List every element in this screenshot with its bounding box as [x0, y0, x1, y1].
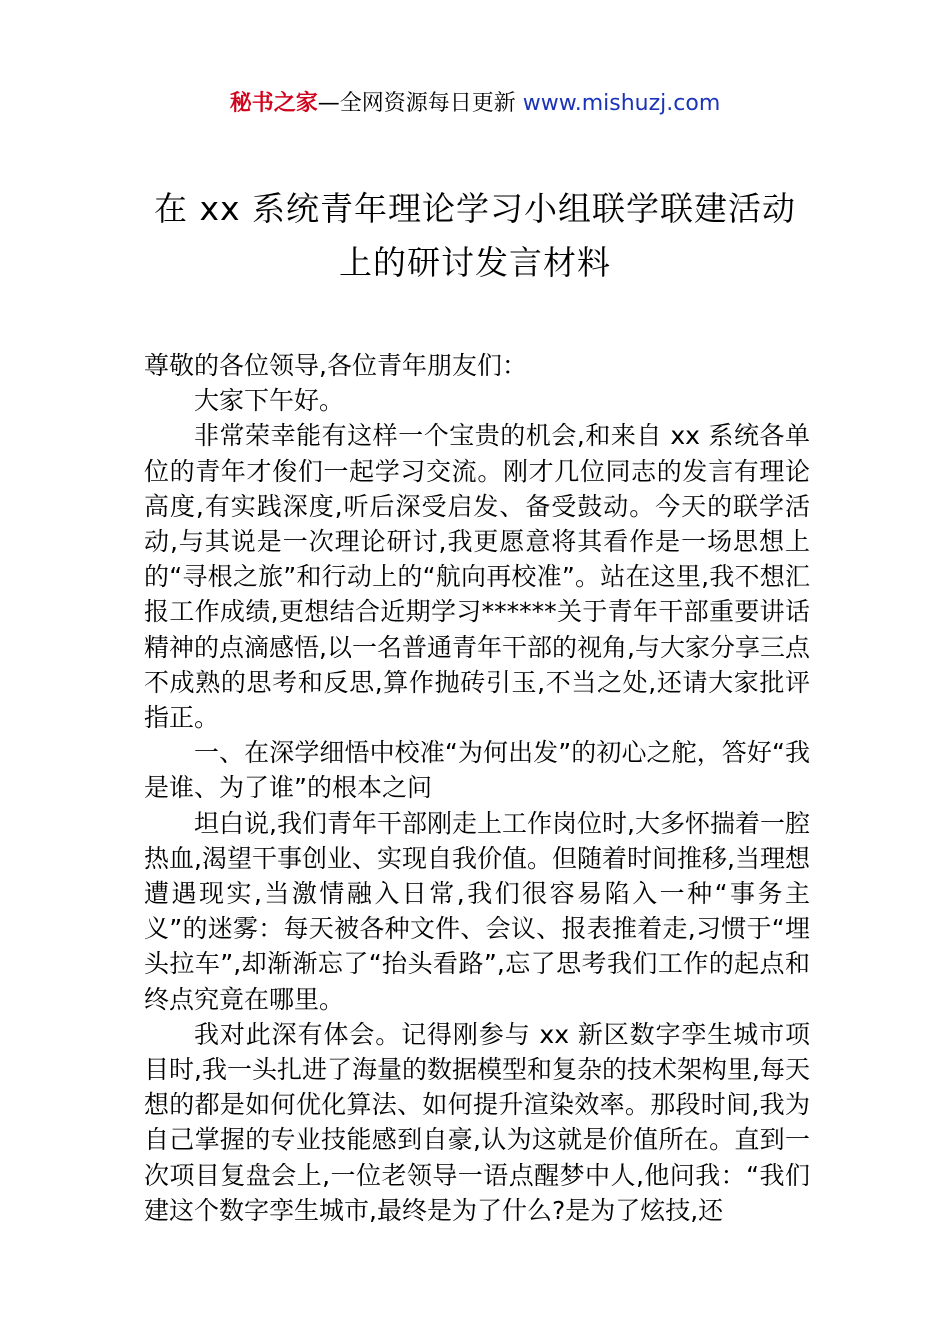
site-header [0, 86, 950, 122]
paragraph-greeting: 大家下午好。 [194, 386, 345, 416]
title-line-1: 在 xx 系统青年理论学习小组联学联建活动 [153, 189, 797, 228]
site-tagline: —全网资源每日更新 [317, 91, 523, 116]
site-url-link[interactable]: www.mishuzj.com [522, 91, 721, 116]
paragraph-section-1: 坦白说,我们青年干部刚走上工作岗位时,大多怀揣着一腔热血,渴望干事创业、实现自我价值。但随着时间推移,当理想遭遇现实,当激情融入日常,我们很容易陷入一种“事务主义”的迷雾：每天被各种文件、会议、报表推着走,习惯于“埋头拉车”,却渐渐忘了“抬头看路”,忘了思考我们工作的起点和终点究竟在哪里。 [144, 808, 810, 1014]
document-body [144, 348, 810, 1228]
title-line-2: 上的研讨发言材料 [339, 243, 611, 282]
section-heading-1: 一、在深学细悟中校准“为何出发”的初心之舵，答好“我是谁、为了谁”的根本之问 [144, 738, 810, 803]
salutation: 尊敬的各位领导,各位青年朋友们： [144, 351, 527, 380]
document-title [60, 182, 890, 290]
paragraph-experience: 我对此深有体会。记得刚参与 xx 新区数字孪生城市项目时,我一头扎进了海量的数据模型和复杂的技术架构里,每天想的都是如何优化算法、如何提升渲染效率。那段时间,我为自己掌握的专业技能感到自豪,认为这就是价值所在。直到一次项目复盘会上,一位老领导一语点醒梦中人,他问我：“我们建这个数字孪生城市,最终是为了什么?是为了炫技,还 [144, 1019, 810, 1225]
paragraph-intro: 非常荣幸能有这样一个宝贵的机会,和来自 xx 系统各单位的青年才俊们一起学习交流。刚才几位同志的发言有理论高度,有实践深度,听后深受启发、备受鼓动。今天的联学活动,与其说是一次理论研讨,我更愿意将其看作是一场思想上的“寻根之旅”和行动上的“航向再校准”。站在这里,我不想汇报工作成绩,更想结合近期学习******关于青年干部重要讲话精神的点滴感悟,以一名普通青年干部的视角,与大家分享三点不成熟的思考和反思,算作抛砖引玉,不当之处,还请大家批评指正。 [144, 421, 810, 733]
site-name: 秘书之家 [229, 91, 318, 116]
